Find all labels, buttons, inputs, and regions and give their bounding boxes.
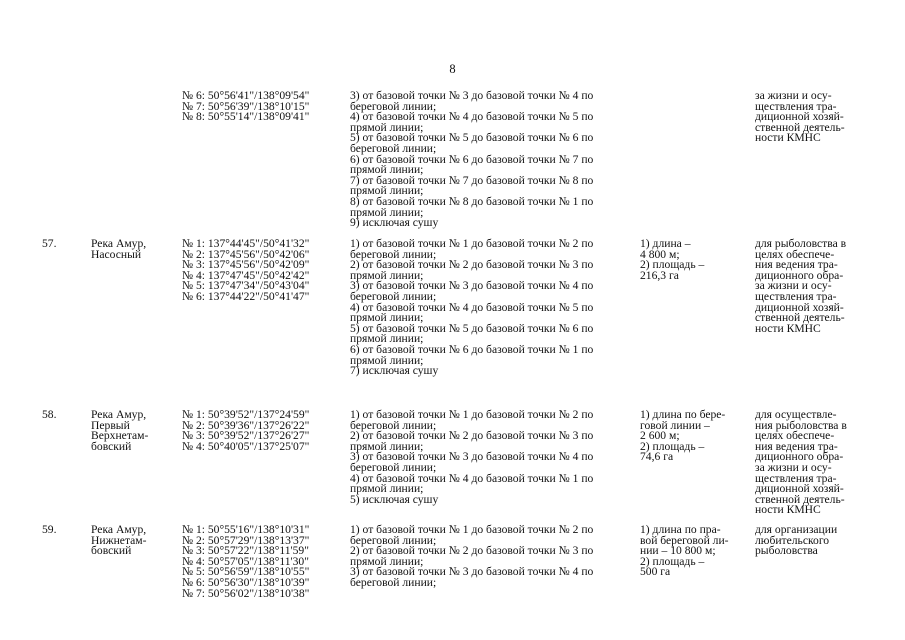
- text-line: 3) от базовой точки № 3 до базовой точки № 4 по: [350, 279, 594, 293]
- text-line: ности КМНС: [755, 131, 821, 145]
- text-line: 3) от базовой точки № 3 до базовой точки № 4 по: [350, 89, 594, 102]
- base-point-coordinates: [182, 525, 347, 599]
- text-line: 4) от базовой точки № 4 до базовой точки № 5 по: [350, 300, 594, 314]
- text-line: диционного обра-: [755, 268, 844, 282]
- text-line: 7) от базовой точки № 7 до базовой точки № 8 по: [350, 173, 594, 187]
- text-line: № 1: 50°55'16"/138°10'31": [182, 523, 310, 536]
- text-line: ственной деятель-: [755, 120, 845, 134]
- boundary-description: [350, 91, 630, 229]
- text-line: береговой линии;: [350, 289, 437, 303]
- text-line: 1) длина –: [640, 237, 691, 250]
- text-line: 4) от базовой точки № 4 до базовой точки № 5 по: [350, 110, 594, 124]
- text-line: береговой линии;: [350, 460, 437, 474]
- text-line: за жизни и осу-: [755, 460, 832, 474]
- text-line: № 4: 50°40'05"/137°25'07": [182, 439, 310, 453]
- text-line: прямой линии;: [350, 163, 424, 177]
- text-line: 2) от базовой точки № 2 до базовой точки № 3 по: [350, 544, 594, 558]
- text-line: 2) от базовой точки № 2 до базовой точки № 3 по: [350, 429, 594, 443]
- text-line: Река Амур,: [91, 523, 147, 536]
- text-line: любительского: [755, 533, 830, 547]
- text-line: прямой линии;: [350, 439, 424, 453]
- text-line: 2) площадь –: [640, 439, 705, 453]
- text-line: береговой линии;: [350, 533, 437, 547]
- text-line: диционной хозяй-: [755, 482, 844, 496]
- text-line: прямой линии;: [350, 268, 424, 282]
- text-line: № 1: 50°39'52"/137°24'59": [182, 408, 310, 421]
- text-line: 3) от базовой точки № 3 до базовой точки № 4 по: [350, 565, 594, 579]
- text-line: 1) длина по бере-: [640, 408, 726, 421]
- text-line: целях обеспече-: [755, 247, 835, 261]
- text-line: за жизни и осу-: [755, 279, 832, 293]
- text-line: нии – 10 800 м;: [640, 544, 716, 558]
- text-line: прямой линии;: [350, 482, 424, 496]
- text-line: 5) от базовой точки № 5 до базовой точки № 6 по: [350, 131, 594, 145]
- text-line: 59.: [42, 523, 57, 536]
- text-line: 57.: [42, 237, 57, 250]
- text-line: ности КМНС: [755, 321, 821, 335]
- area-size: [640, 410, 745, 463]
- text-line: 2) площадь –: [640, 554, 705, 568]
- text-line: 5) от базовой точки № 5 до базовой точки № 6 по: [350, 321, 594, 335]
- text-line: № 2: 50°39'36"/137°26'22": [182, 418, 310, 432]
- text-line: 3) от базовой точки № 3 до базовой точки № 4 по: [350, 450, 594, 464]
- text-line: вой береговой ли-: [640, 533, 729, 547]
- text-line: 4) от базовой точки № 4 до базовой точки № 1 по: [350, 471, 594, 485]
- purpose: [755, 410, 865, 516]
- text-line: № 7: 50°56'02"/138°10'38": [182, 586, 310, 600]
- purpose: [755, 91, 865, 144]
- text-line: № 1: 137°44'45"/50°41'32": [182, 237, 310, 250]
- text-line: № 7: 50°56'39"/138°10'15": [182, 99, 310, 113]
- purpose: [755, 525, 865, 557]
- text-line: диционной хозяй-: [755, 300, 844, 314]
- text-line: береговой линии;: [350, 247, 437, 261]
- text-line: ществления тра-: [755, 289, 837, 303]
- text-line: 9) исключая сушу: [350, 216, 439, 230]
- text-line: для осуществле-: [755, 408, 837, 421]
- text-line: № 6: 50°56'41"/138°09'54": [182, 89, 310, 102]
- text-line: прямой линии;: [350, 311, 424, 325]
- text-line: прямой линии;: [350, 554, 424, 568]
- text-line: береговой линии;: [350, 575, 437, 589]
- text-line: диционного обра-: [755, 450, 844, 464]
- water-body-name: [91, 525, 176, 557]
- text-line: Река Амур,: [91, 408, 147, 421]
- text-line: прямой линии;: [350, 332, 424, 346]
- text-line: 1) длина по пра-: [640, 523, 721, 536]
- text-line: № 5: 50°56'59"/138°10'55": [182, 565, 310, 579]
- purpose: [755, 239, 865, 334]
- text-line: № 3: 50°39'52"/137°26'27": [182, 429, 310, 443]
- area-size: [640, 239, 745, 281]
- text-line: ществления тра-: [755, 99, 837, 113]
- text-line: 1) от базовой точки № 1 до базовой точки № 2 по: [350, 523, 594, 536]
- boundary-description: [350, 525, 630, 589]
- text-line: береговой линии;: [350, 418, 437, 432]
- text-line: ния рыболовства в: [755, 418, 847, 432]
- text-line: целях обеспече-: [755, 429, 835, 443]
- boundary-description: [350, 410, 630, 505]
- text-line: № 5: 137°47'34"/50°43'04": [182, 279, 310, 293]
- text-line: береговой линии;: [350, 99, 437, 113]
- text-line: 1) от базовой точки № 1 до базовой точки № 2 по: [350, 237, 594, 250]
- text-line: прямой линии;: [350, 184, 424, 198]
- text-line: 5) исключая сушу: [350, 492, 439, 506]
- text-line: № 6: 50°56'30"/138°10'39": [182, 575, 310, 589]
- row-number: [42, 410, 82, 421]
- row-number: [42, 239, 82, 250]
- text-line: № 3: 50°57'22"/138°11'59": [182, 544, 309, 558]
- water-body-name: [91, 410, 176, 452]
- text-line: Река Амур,: [91, 237, 147, 250]
- text-line: ности КМНС: [755, 503, 821, 517]
- text-line: ния ведения тра-: [755, 439, 838, 453]
- text-line: Первый: [91, 418, 130, 432]
- text-line: № 3: 137°45'56"/50°42'09": [182, 258, 310, 272]
- text-line: прямой линии;: [350, 353, 424, 367]
- text-line: 58.: [42, 408, 57, 421]
- text-line: 2 600 м;: [640, 429, 680, 443]
- text-line: за жизни и осу-: [755, 89, 832, 102]
- page-number: 8: [449, 62, 456, 76]
- text-line: Нижнетам-: [91, 533, 147, 547]
- text-line: № 8: 50°55'14"/138°09'41": [182, 110, 310, 124]
- text-line: ния ведения тра-: [755, 258, 838, 272]
- text-line: 4 800 м;: [640, 247, 680, 261]
- text-line: Верхнетам-: [91, 429, 149, 443]
- text-line: № 2: 137°45'56"/50°42'06": [182, 247, 310, 261]
- text-line: бовский: [91, 544, 132, 558]
- text-line: 1) от базовой точки № 1 до базовой точки № 2 по: [350, 408, 594, 421]
- text-line: ществления тра-: [755, 471, 837, 485]
- text-line: № 4: 50°57'05"/138°11'30": [182, 554, 309, 568]
- area-size: [640, 525, 745, 578]
- text-line: № 4: 137°47'45"/50°42'42": [182, 268, 310, 282]
- text-line: говой линии –: [640, 418, 710, 432]
- base-point-coordinates: [182, 410, 347, 452]
- text-line: бовский: [91, 439, 132, 453]
- text-line: 2) площадь –: [640, 258, 705, 272]
- base-point-coordinates: [182, 91, 347, 123]
- text-line: 216,3 га: [640, 268, 679, 282]
- text-line: Насосный: [91, 247, 142, 261]
- text-line: ственной деятель-: [755, 492, 845, 506]
- boundary-description: [350, 239, 630, 377]
- text-line: 7) исключая сушу: [350, 364, 439, 378]
- text-line: прямой линии;: [350, 120, 424, 134]
- text-line: 500 га: [640, 565, 671, 579]
- text-line: рыболовства: [755, 544, 818, 558]
- text-line: № 2: 50°57'29"/138°13'37": [182, 533, 310, 547]
- text-line: 6) от базовой точки № 6 до базовой точки № 1 по: [350, 342, 594, 356]
- row-number: [42, 525, 82, 536]
- text-line: диционной хозяй-: [755, 110, 844, 124]
- text-line: ственной деятель-: [755, 311, 845, 325]
- text-line: 8) от базовой точки № 8 до базовой точки № 1 по: [350, 194, 594, 208]
- text-line: 6) от базовой точки № 6 до базовой точки № 7 по: [350, 152, 594, 166]
- text-line: № 6: 137°44'22"/50°41'47": [182, 289, 310, 303]
- text-line: береговой линии;: [350, 141, 437, 155]
- base-point-coordinates: [182, 239, 347, 303]
- water-body-name: [91, 239, 176, 260]
- text-line: для рыболовства в: [755, 237, 847, 250]
- text-line: 74,6 га: [640, 450, 674, 464]
- text-line: 2) от базовой точки № 2 до базовой точки № 3 по: [350, 258, 594, 272]
- text-line: для организации: [755, 523, 838, 536]
- text-line: прямой линии;: [350, 205, 424, 219]
